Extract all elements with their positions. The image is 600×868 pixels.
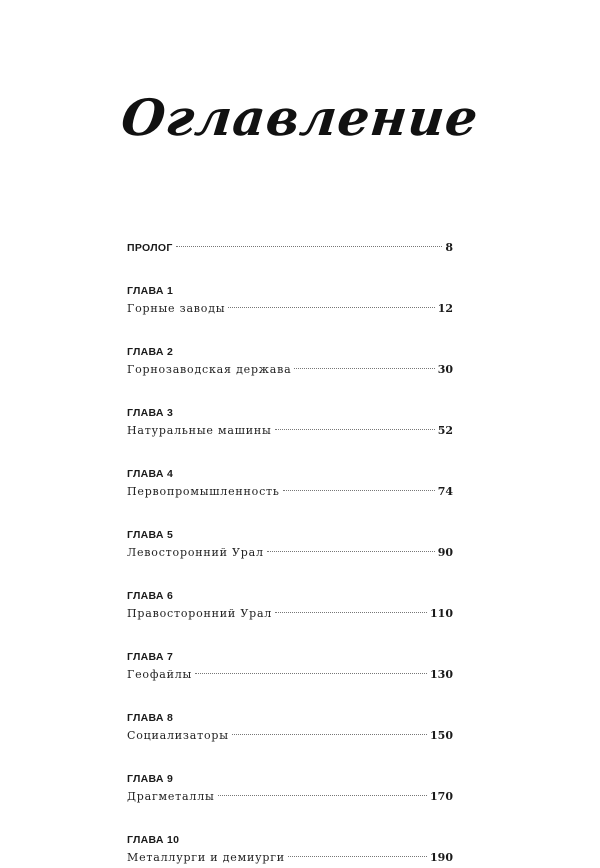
entry-gap (127, 563, 453, 588)
chapter-title: Первопромышленность (127, 485, 280, 498)
chapter-label: ГЛАВА 8 (127, 712, 174, 724)
prolog-label: ПРОЛОГ (127, 242, 173, 254)
chapter-title: Геофайлы (127, 668, 193, 681)
toc-entry-chapter-10[interactable] (127, 832, 453, 868)
chapter-label: ГЛАВА 10 (127, 834, 180, 846)
toc-line (127, 421, 453, 441)
chapter-title: Натуральные машины (127, 424, 272, 437)
entry-gap (127, 807, 453, 832)
chapter-label: ГЛАВА 9 (127, 773, 174, 785)
toc-line (127, 360, 453, 380)
entry-gap (127, 258, 453, 283)
page-number: 110 (430, 607, 453, 620)
chapter-label: ГЛАВА 4 (127, 468, 174, 480)
dot-leader (195, 673, 427, 674)
chapter-title: Социализаторы (127, 729, 229, 742)
toc-entry-chapter-8[interactable] (127, 710, 453, 746)
toc-entry-chapter-2[interactable] (127, 344, 453, 380)
chapter-label: ГЛАВА 2 (127, 346, 174, 358)
toc-entry-chapter-6[interactable] (127, 588, 453, 624)
dot-leader (283, 490, 435, 491)
page-number: 170 (430, 790, 453, 803)
page-number: 90 (437, 546, 453, 559)
chapter-title: Драгметаллы (127, 790, 215, 803)
table-of-contents (127, 238, 453, 868)
page-number: 190 (430, 851, 453, 864)
dot-leader (176, 246, 443, 247)
page-number: 150 (430, 729, 453, 742)
chapter-label: ГЛАВА 5 (127, 529, 174, 541)
chapter-title: Горные заводы (127, 302, 226, 315)
dot-leader (288, 856, 427, 857)
chapter-label: ГЛАВА 3 (127, 407, 174, 419)
toc-line (127, 665, 453, 685)
entry-gap (127, 685, 453, 710)
page-number: 8 (445, 241, 453, 254)
page-number: 30 (437, 363, 453, 376)
toc-line (127, 604, 453, 624)
toc-line (127, 543, 453, 563)
chapter-title: Горнозаводская держава (127, 363, 292, 376)
toc-entry-chapter-7[interactable] (127, 649, 453, 685)
toc-line (127, 238, 453, 258)
entry-gap (127, 624, 453, 649)
page-title: Оглавление (118, 88, 482, 147)
page-number: 52 (437, 424, 453, 437)
toc-entry-chapter-1[interactable] (127, 283, 453, 319)
toc-entry-chapter-3[interactable] (127, 405, 453, 441)
chapter-title: Металлурги и демиурги (127, 851, 285, 864)
toc-entry-chapter-5[interactable] (127, 527, 453, 563)
entry-gap (127, 319, 453, 344)
page-number: 130 (430, 668, 453, 681)
toc-line (127, 299, 453, 319)
page-number: 74 (437, 485, 453, 498)
chapter-label: ГЛАВА 7 (127, 651, 174, 663)
dot-leader (275, 612, 427, 613)
dot-leader (294, 368, 434, 369)
toc-line (127, 787, 453, 807)
toc-entry-prolog[interactable] (127, 238, 453, 258)
toc-entry-chapter-9[interactable] (127, 771, 453, 807)
chapter-title: Правосторонний Урал (127, 607, 273, 620)
dot-leader (232, 734, 427, 735)
entry-gap (127, 441, 453, 466)
page-number: 12 (437, 302, 453, 315)
toc-entry-chapter-4[interactable] (127, 466, 453, 502)
chapter-label: ГЛАВА 6 (127, 590, 174, 602)
dot-leader (218, 795, 427, 796)
chapter-label: ГЛАВА 1 (127, 285, 174, 297)
entry-gap (127, 502, 453, 527)
dot-leader (275, 429, 435, 430)
dot-leader (228, 307, 434, 308)
toc-line (127, 848, 453, 868)
chapter-title: Левосторонний Урал (127, 546, 264, 559)
toc-line (127, 726, 453, 746)
entry-gap (127, 380, 453, 405)
toc-line (127, 482, 453, 502)
dot-leader (267, 551, 435, 552)
